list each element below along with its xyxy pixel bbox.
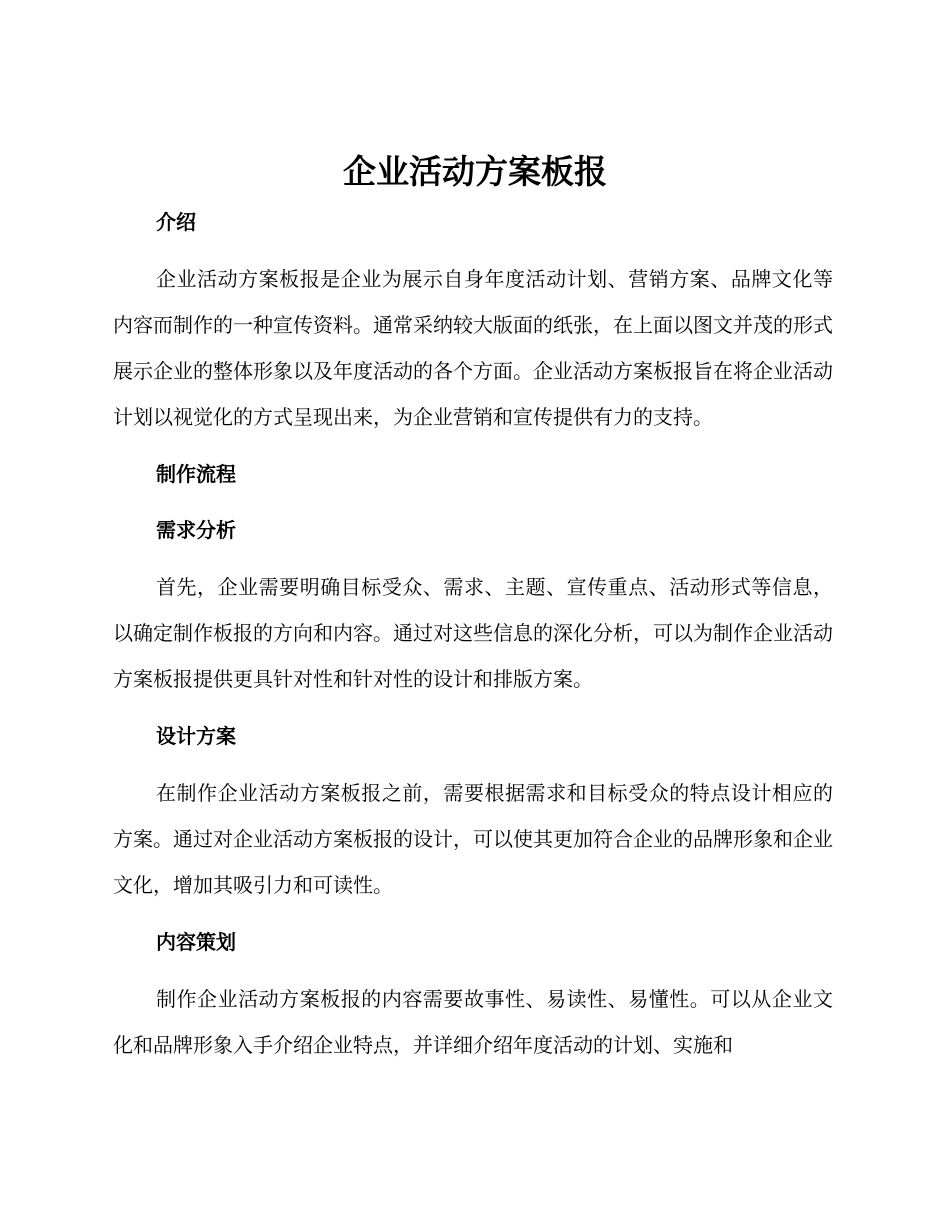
section-paragraph-intro: 企业活动方案板报是企业为展示自身年度活动计划、营销方案、品牌文化等内容而制作的一种宣传资料。通常采纳较大版面的纸张，在上面以图文并茂的形式展示企业的整体形象以及年度活动的各个方面。企业活动方案板报旨在将企业活动计划以视觉化的方式呈现出来，为企业营销和宣传提供有力的支持。 [113,267,833,429]
section-paragraph-needs-analysis: 首先，企业需要明确目标受众、需求、主题、宣传重点、活动形式等信息，以确定制作板报的方向和内容。通过对这些信息的深化分析，可以为制作企业活动方案板报提供更具针对性和针对性的设计和排版方案。 [113,575,833,691]
section-heading-design-plan: 设计方案 [156,724,236,748]
page-title: 企业活动方案板报 [343,152,607,191]
section-paragraph-design-plan: 在制作企业活动方案板报之前，需要根据需求和目标受众的特点设计相应的方案。通过对企业活动方案板报的设计，可以使其更加符合企业的品牌形象和企业文化，增加其吸引力和可读性。 [113,781,833,897]
section-heading-content-planning: 内容策划 [156,930,236,954]
section-heading-process: 制作流程 [156,462,236,486]
section-heading-needs-analysis: 需求分析 [156,518,236,542]
document-body [113,200,833,1068]
section-paragraph-content-planning: 制作企业活动方案板报的内容需要故事性、易读性、易懂性。可以从企业文化和品牌形象入手介绍企业特点，并详细介绍年度活动的计划、实施和 [113,987,833,1057]
section-heading-intro: 介绍 [156,210,196,234]
